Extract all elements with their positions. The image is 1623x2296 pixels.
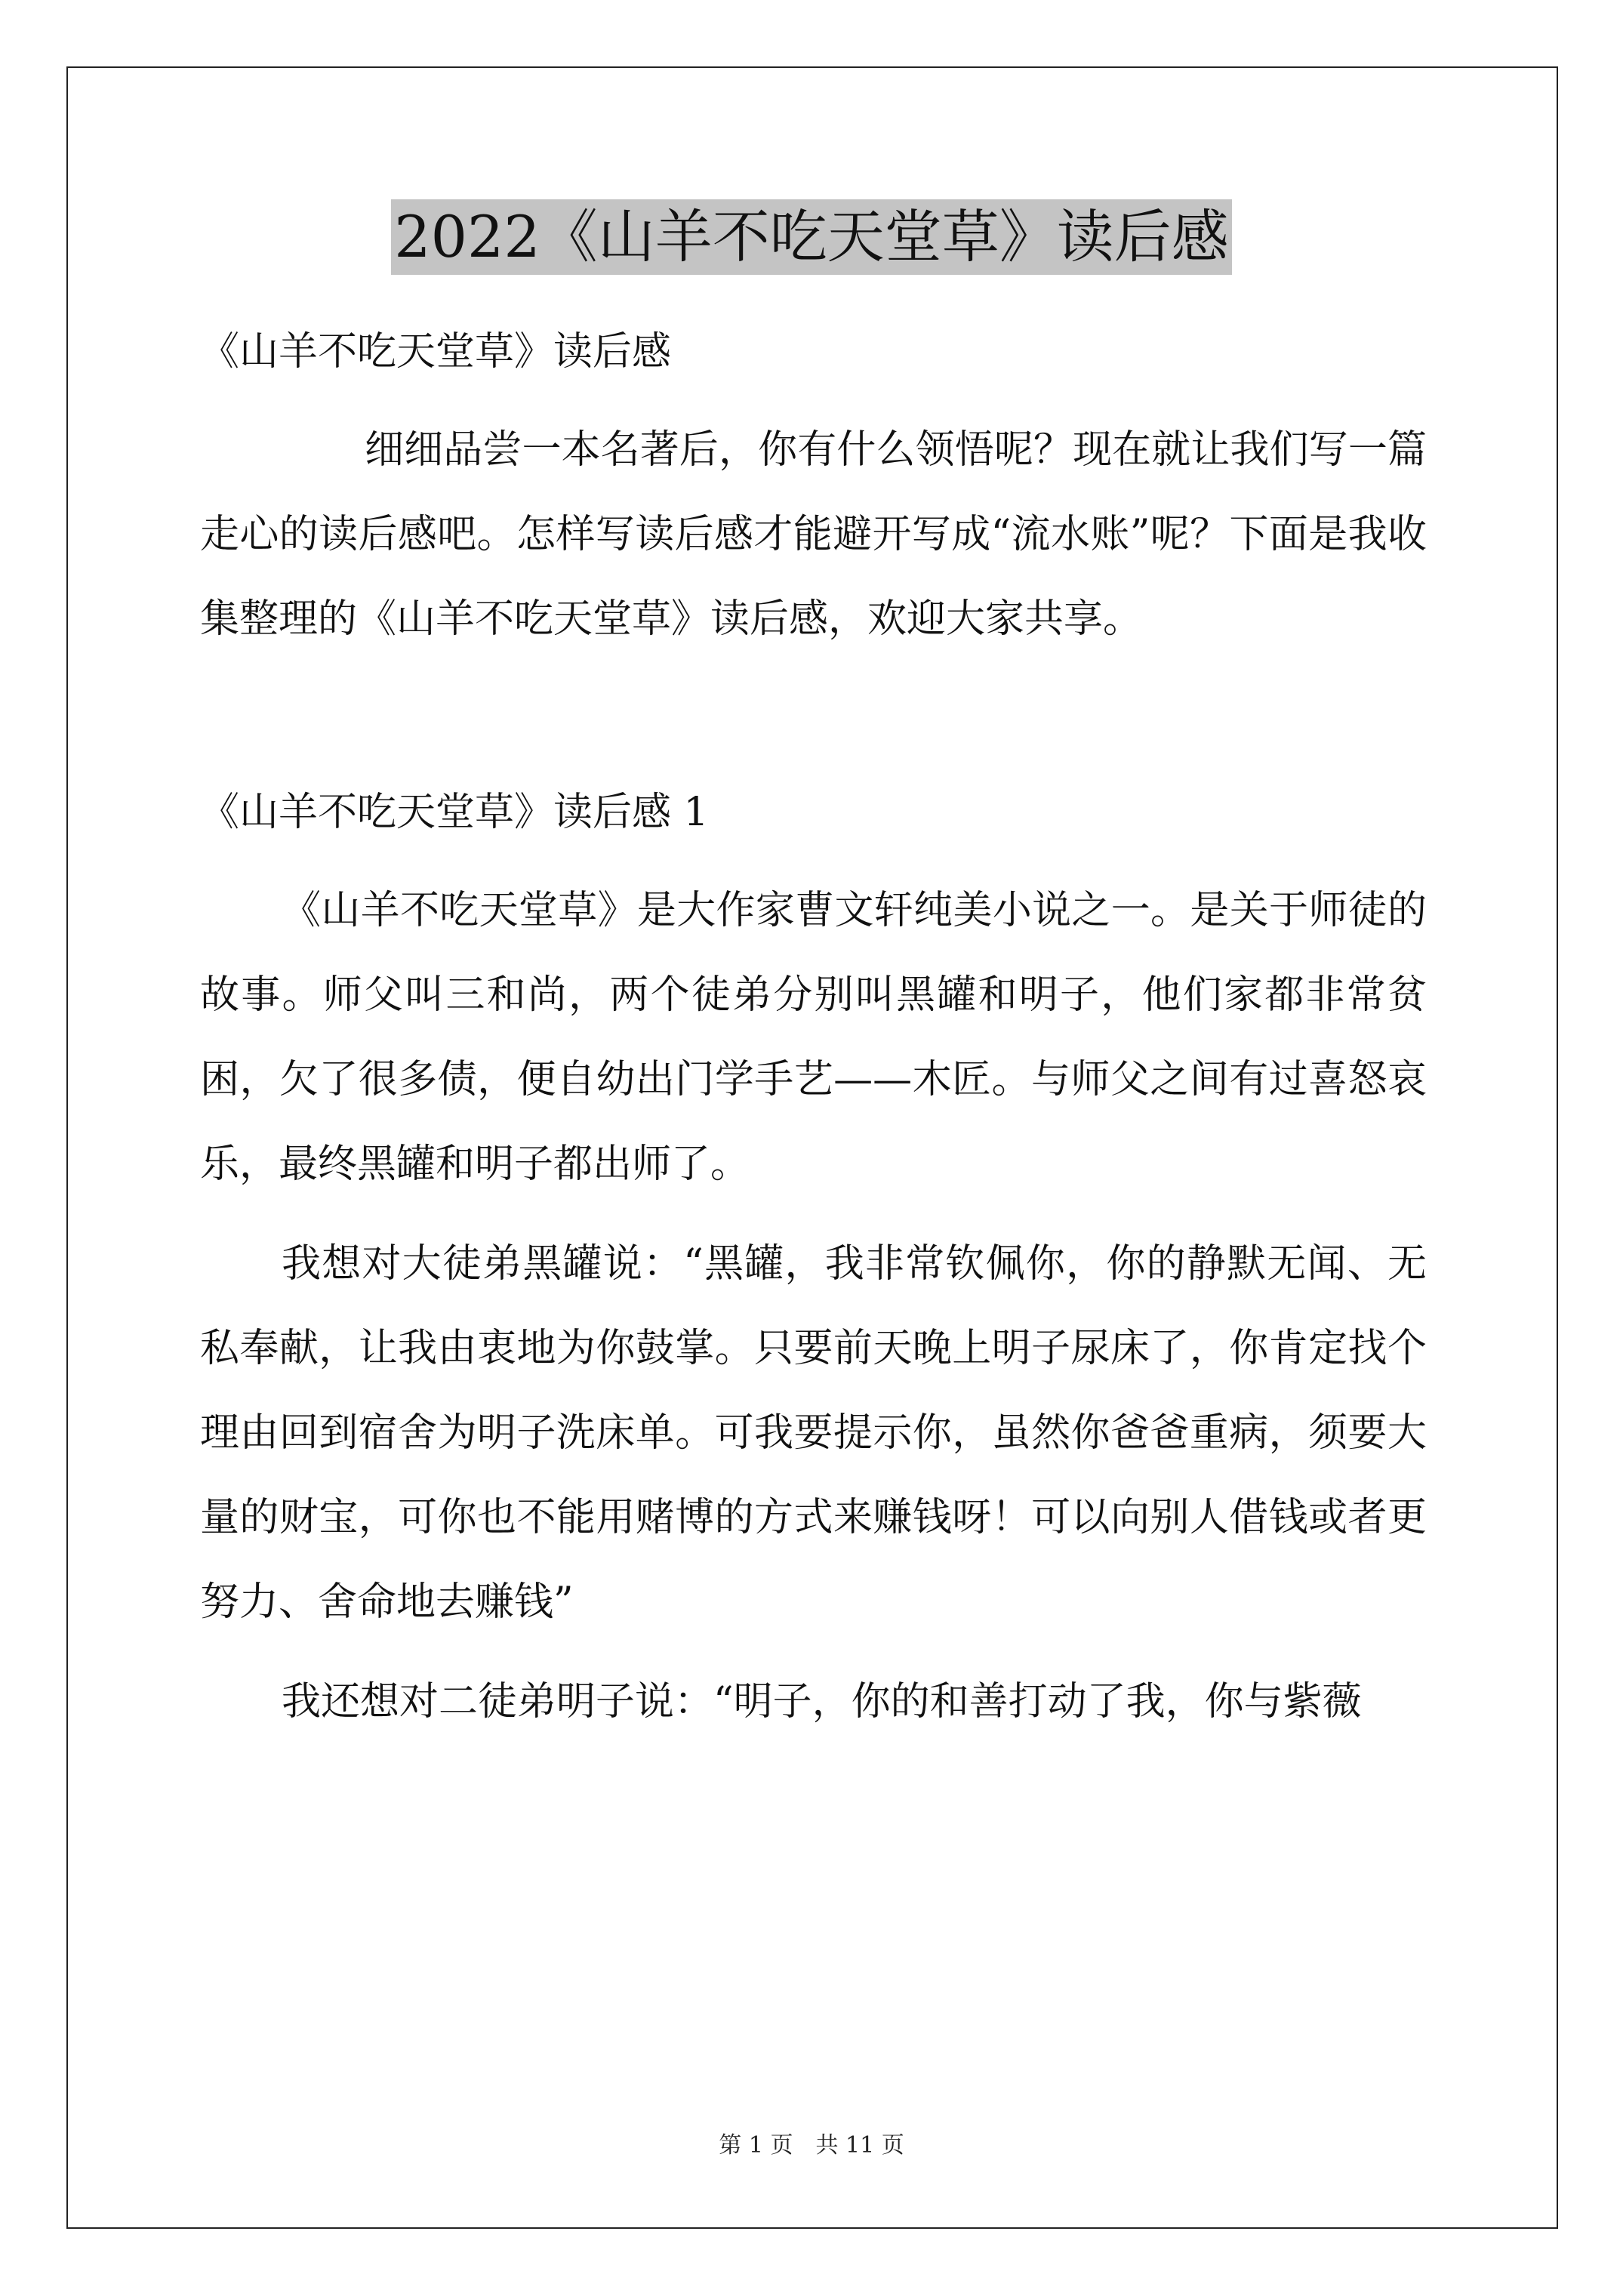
page-number-footer: 第 1 页 共 11 页	[719, 2132, 904, 2159]
body-paragraph: 我想对大徒弟黑罐说：“黑罐，我非常钦佩你，你的静默无闻、无私奉献，让我由衷地为你鼓掌。只要前天晚上明子尿床了，你肯定找个理由回到宿舍为明子洗床单。可我要提示你，虽然你爸爸重病，须要大量的财宝，可你也不能用赌博的方式来赚钱呀！可以向别人借钱或者更努力、舍命地去赚钱”	[200, 1241, 1427, 1625]
body-paragraph: 《山羊不吃天堂草》是大作家曹文轩纯美小说之一。是关于师徒的故事。师父叫三和尚，两个徒弟分别叫黑罐和明子，他们家都非常贫困，欠了很多债，便自幼出门学手艺——木匠。与师父之间有过喜怒哀乐，最终黑罐和明子都出师了。	[200, 888, 1427, 1187]
body-paragraph: 我还想对二徒弟明子说：“明子，你的和善打动了我，你与紫薇	[282, 1679, 1362, 1724]
document-body	[200, 310, 1427, 1744]
main-heading: 《山羊不吃天堂草》读后感	[200, 329, 672, 374]
section-heading-1: 《山羊不吃天堂草》读后感 1	[200, 790, 709, 835]
document-title-text: 2022《山羊不吃天堂草》读后感	[391, 199, 1231, 275]
document-title	[0, 199, 1623, 275]
intro-paragraph: 细细品尝一本名著后，你有什么领悟呢？现在就让我们写一篇走心的读后感吧。怎样写读后感才能避开写成“流水账”呢？下面是我收集整理的《山羊不吃天堂草》读后感，欢迎大家共享。	[200, 427, 1427, 642]
